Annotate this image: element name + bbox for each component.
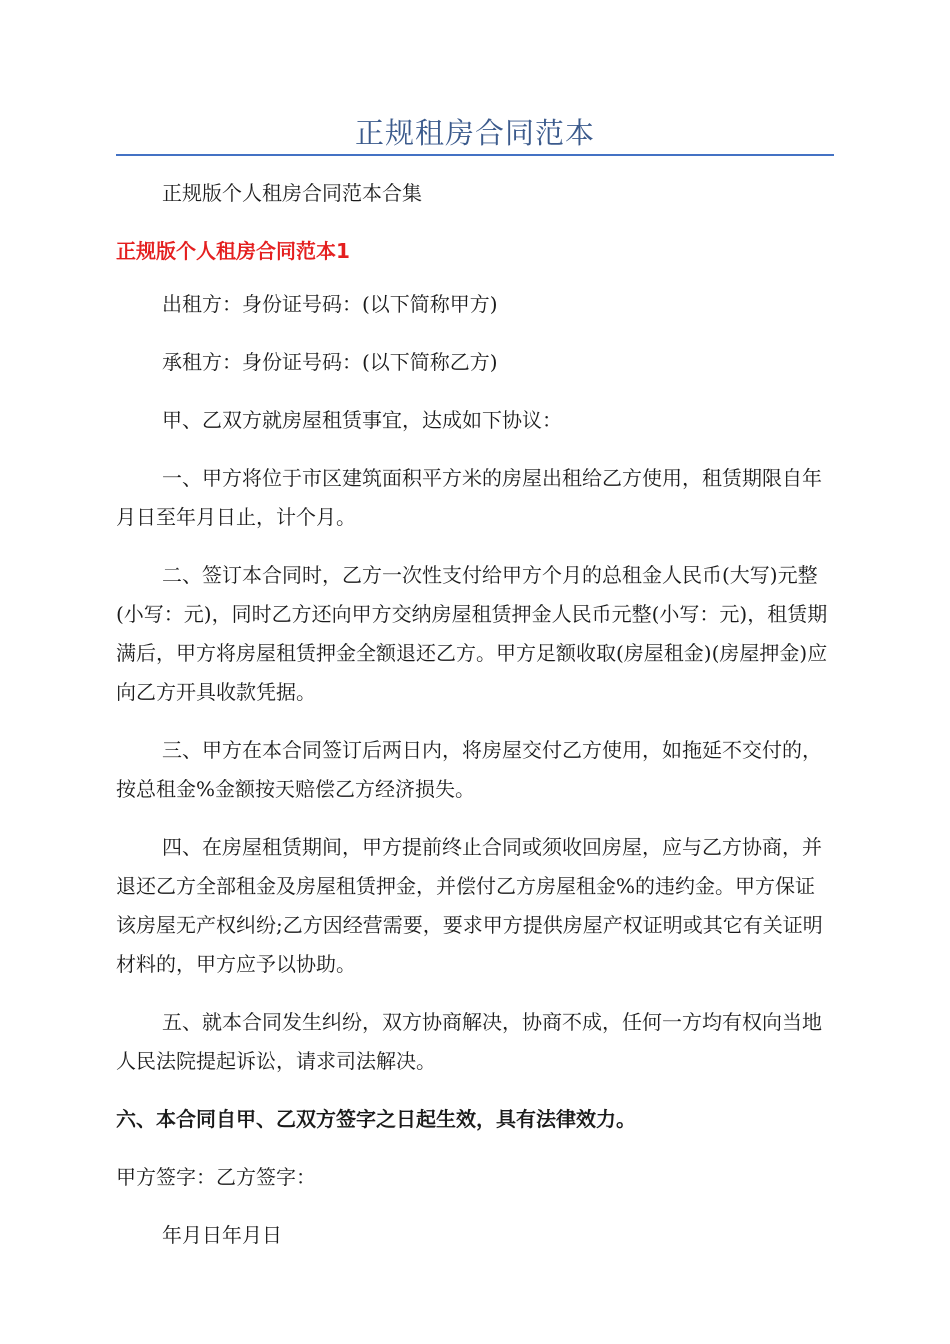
section-heading: 正规版个人租房合同范本1: [116, 239, 350, 263]
clause-2: 二、签订本合同时，乙方一次性支付给甲方个月的总租金人民币(大写)元整(小写：元)，同时乙方还向甲方交纳房屋租赁押金人民币元整(小写：元)，租赁期满后，甲方将房屋租赁押金全额退还乙方。甲方足额收取(房屋租金)(房屋押金)应向乙方开具收款凭据。: [116, 563, 828, 704]
document-body: [116, 174, 834, 1274]
subtitle: 正规版个人租房合同范本合集: [162, 181, 422, 205]
clause-4: 四、在房屋租赁期间，甲方提前终止合同或须收回房屋，应与乙方协商，并退还乙方全部租金及房屋租赁押金，并偿付乙方房屋租金%的违约金。甲方保证该房屋无产权纠纷;乙方因经营需要，要求甲方提供房屋产权证明或其它有关证明材料的，甲方应予以协助。: [116, 835, 823, 976]
clause-3: 三、甲方在本合同签订后两日内，将房屋交付乙方使用，如拖延不交付的，按总租金%金额按天赔偿乙方经济损失。: [116, 738, 822, 801]
paragraph-agreement-intro: 甲、乙双方就房屋租赁事宜，达成如下协议：: [162, 408, 562, 432]
date-line: 年月日年月日: [162, 1223, 282, 1247]
page-title: 正规租房合同范本: [354, 116, 595, 150]
signature-line: 甲方签字：乙方签字：: [116, 1165, 316, 1189]
paragraph-lessor: 出租方：身份证号码：(以下简称甲方): [162, 292, 498, 316]
clause-5: 五、就本合同发生纠纷，双方协商解决，协商不成，任何一方均有权向当地人民法院提起诉讼，请求司法解决。: [116, 1010, 822, 1073]
title-underline: [116, 154, 834, 156]
clause-6-effective: 六、本合同自甲、乙双方签字之日起生效，具有法律效力。: [116, 1107, 636, 1131]
paragraph-lessee: 承租方：身份证号码：(以下简称乙方): [162, 350, 498, 374]
clause-1: 一、甲方将位于市区建筑面积平方米的房屋出租给乙方使用，租赁期限自年月日至年月日止，计个月。: [116, 466, 822, 529]
